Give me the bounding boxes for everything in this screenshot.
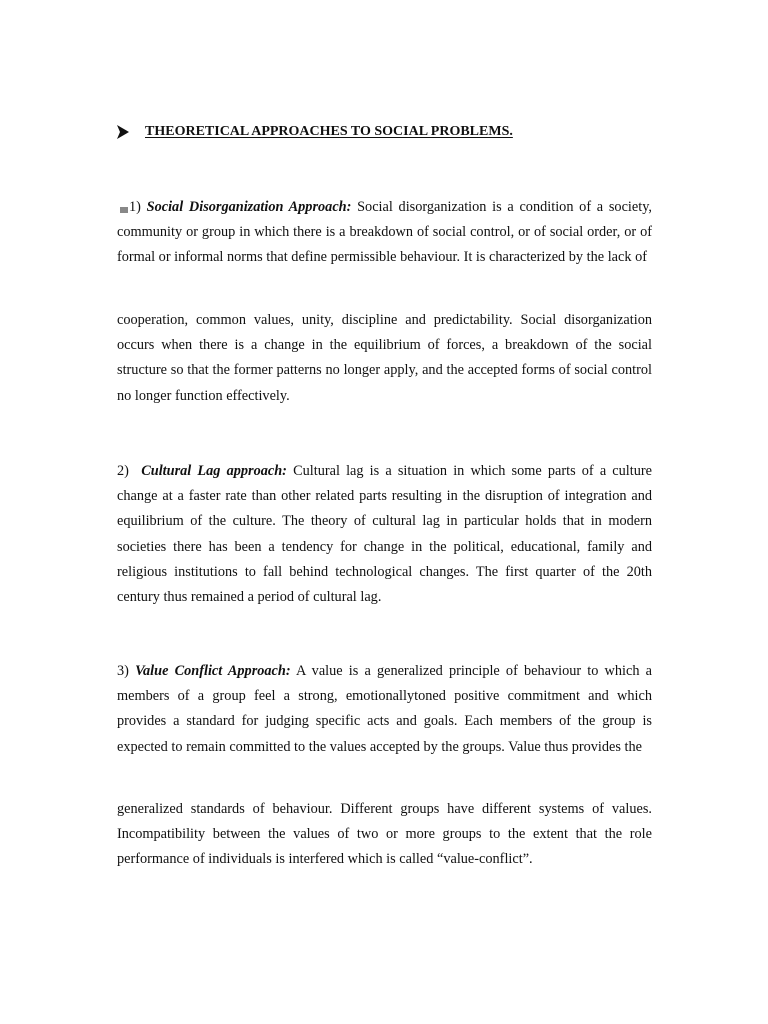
section-heading — [117, 124, 513, 140]
section-title: Value Conflict Approach: — [135, 663, 291, 679]
section-number: 1) — [129, 199, 141, 215]
section-title: Cultural Lag approach: — [141, 463, 287, 479]
section-body-continued: generalized standards of behaviour. Different groups have different systems of values. Incompatibility between the values of two or more groups to the extent that the role performance of individuals is interfered which is called “value-conflict”. — [117, 801, 652, 868]
heading-text: THEORETICAL APPROACHES TO SOCIAL PROBLEMS. — [145, 124, 513, 139]
bullet-marker-icon — [120, 207, 128, 213]
section-number: 2) — [117, 463, 129, 479]
section-number: 3) — [117, 663, 129, 679]
section-body: A value is a generalized principle of behaviour to which a members of a group feel a strong, emotionallytoned positive commitment and which provides a standard for judging specific acts and goals. Each members of the group is expected to remain committed to the values accepted by the groups. Value thus provides the — [117, 663, 652, 755]
paragraph-3a — [117, 659, 652, 760]
section-body: Cultural lag is a situation in which some parts of a culture change at a faster rate than other related parts resulting in the disruption of integration and equilibrium of the culture. The theory of cultural lag in particular holds that in modern societies there has been a tendency for change in the political, educational, family and religious institutions to fall behind technological changes. The first quarter of the 20th century thus remained a period of cultural lag. — [117, 463, 652, 606]
paragraph-1b — [117, 308, 652, 409]
paragraph-3b — [117, 797, 652, 873]
section-title: Social Disorganization Approach: — [146, 199, 352, 215]
arrow-bullet-icon — [117, 125, 129, 139]
section-body-continued: cooperation, common values, unity, discipline and predictability. Social disorganization occurs when there is a change in the equilibrium of forces, a breakdown of the social structure so that the former patterns no longer apply, and the accepted forms of social control no longer function effectively. — [117, 312, 652, 404]
paragraph-1a — [117, 195, 652, 271]
section-body: Social disorganization is a condition of a society, community or group in which there is a breakdown of social control, or of social order, or of formal or informal norms that define permissible behaviour. It is characterized by the lack of — [117, 199, 653, 266]
paragraph-2 — [117, 459, 652, 610]
